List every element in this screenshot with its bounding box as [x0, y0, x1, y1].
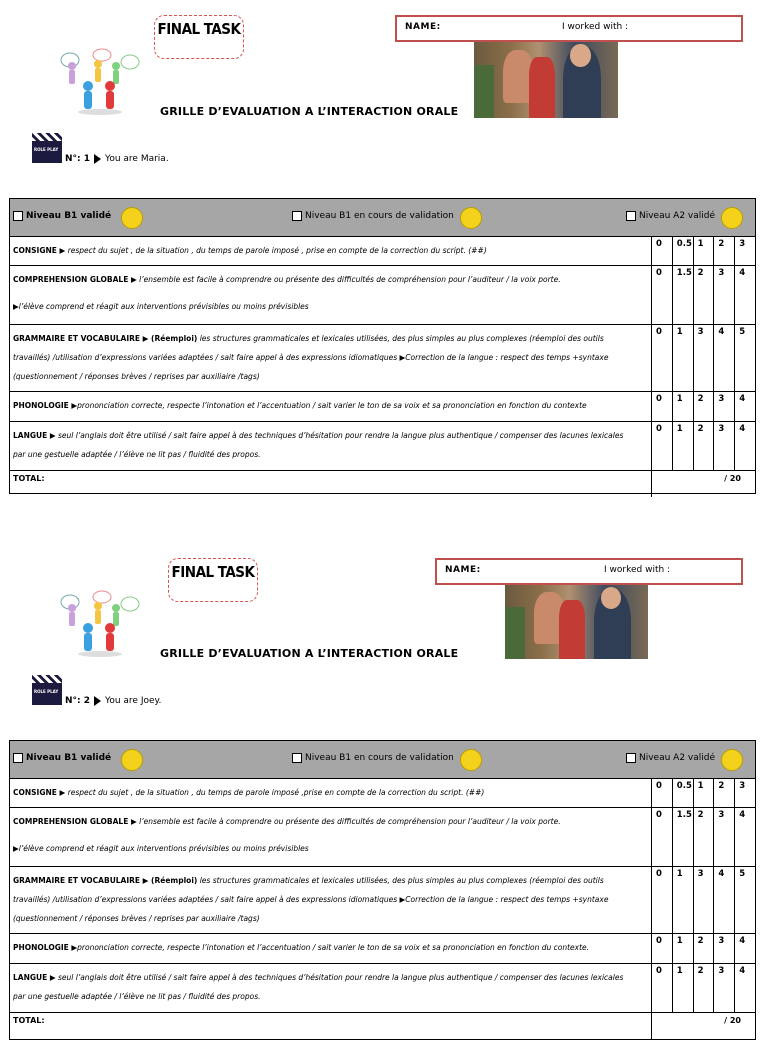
final-task-label: FINAL TASK	[154, 15, 244, 59]
score-cell[interactable]: 4	[734, 808, 755, 866]
table-row	[10, 392, 755, 422]
table-row	[10, 808, 755, 867]
sad-face-icon	[721, 207, 743, 229]
score-cell[interactable]: 0.5	[672, 779, 693, 807]
criterion-label: GRAMMAIRE ET VOCABULAIRE ▶ (Réemploi)	[13, 876, 198, 885]
scene-number: N°: 2	[65, 696, 91, 706]
checkbox[interactable]	[626, 753, 636, 763]
score-cell[interactable]: 0	[651, 422, 672, 470]
criterion-text: seul l’anglais doit être utilisé / sait faire appel à des techniques d’hésitation pour rendre la langue plus authentique / compenser des lacunes lexicales par une gestuelle adaptée / l’élève ne lit pas / fluidité des propos.	[13, 431, 624, 459]
name-label: NAME:	[405, 22, 441, 32]
score-cell[interactable]: 4	[713, 325, 734, 391]
criterion-text: les structures grammaticales et lexicales utilisées, des plus simples au plus complexes (réemploi des outils travaillés) /utilisation d’expressions variées adaptées / sait faire appel à des expressions idiomatiques ▶Correction de la langue : respect des temps +syntaxe (questionnement / réponses brèves / reprises par auxiliaire /tags)	[13, 876, 609, 923]
people-talking-icon	[58, 48, 144, 118]
score-cell[interactable]: 1	[693, 779, 714, 807]
score-cell[interactable]: 2	[693, 422, 714, 470]
criterion-label: COMPREHENSION GLOBALE ▶	[13, 817, 137, 826]
score-cell[interactable]: 1	[672, 867, 693, 933]
clapperboard-icon: ROLE PLAY	[32, 133, 62, 163]
criterion-text: seul l’anglais doit être utilisé / sait faire appel à des techniques d’hésitation pour rendre la langue plus authentique / compenser des lacunes lexicales par une gestuelle adaptée / l’élève ne lit pas / fluidité des propos.	[13, 973, 624, 1001]
criterion-text: respect du sujet , de la situation , du temps de parole imposé , prise en compte de la correction du script. (##)	[67, 246, 487, 255]
evaluation-grid	[9, 740, 756, 1040]
score-cell[interactable]: 1	[672, 934, 693, 963]
score-cell[interactable]: 3	[713, 808, 734, 866]
score-cell[interactable]: 4	[734, 422, 755, 470]
level-a2-valid-label: Niveau A2 validé	[639, 211, 716, 221]
score-cell[interactable]: 0	[651, 325, 672, 391]
score-cell[interactable]: 1	[693, 237, 714, 265]
table-row	[10, 266, 755, 325]
score-cell[interactable]: 1.5	[672, 266, 693, 324]
grid-title: GRILLE D’EVALUATION A L’INTERACTION ORALE	[160, 105, 459, 118]
final-task-label: FINAL TASK	[168, 558, 258, 602]
table-row	[10, 779, 755, 808]
criterion-text: prononciation correcte, respecte l’intonation et l’accentuation / sait varier le ton de sa voix et sa prononciation en fonction du contexte	[77, 401, 587, 410]
checkbox[interactable]	[626, 211, 636, 221]
total-row	[10, 1013, 755, 1039]
criterion-label: LANGUE ▶	[13, 431, 56, 440]
score-cell[interactable]: 1	[672, 392, 693, 421]
score-cell[interactable]: 4	[713, 867, 734, 933]
table-row	[10, 867, 755, 934]
name-field[interactable]	[435, 558, 743, 585]
score-cell[interactable]: 0	[651, 964, 672, 1012]
sad-face-icon	[721, 749, 743, 771]
criterion-label: GRAMMAIRE ET VOCABULAIRE ▶ (Réemploi)	[13, 334, 198, 343]
score-cell[interactable]: 2	[713, 779, 734, 807]
happy-face-icon	[121, 749, 143, 771]
level-b1-progress-label: Niveau B1 en cours de validation	[305, 753, 454, 763]
evaluation-grid	[9, 198, 756, 494]
level-b1-progress[interactable]	[292, 753, 480, 763]
score-cell[interactable]: 5	[734, 867, 755, 933]
criterion-text: les structures grammaticales et lexicales utilisées, des plus simples au plus complexes (réemploi des outils travaillés) /utilisation d’expressions variées adaptées / sait faire appel à des expressions idiomatiques ▶Correction de la langue : respect des temps +syntaxe (questionnement / réponses brèves / reprises par auxiliaire /tags)	[13, 334, 609, 381]
criterion-label: PHONOLOGIE ▶	[13, 943, 78, 952]
score-cell[interactable]: 3	[713, 422, 734, 470]
scene-info	[32, 674, 161, 706]
worked-with-label: I worked with :	[562, 22, 629, 32]
score-cell[interactable]: 2	[713, 237, 734, 265]
table-row	[10, 325, 755, 392]
people-talking-icon	[58, 590, 144, 660]
criterion-label: LANGUE ▶	[13, 973, 56, 982]
name-label: NAME:	[445, 565, 481, 575]
scene-role: You are Joey.	[105, 696, 162, 706]
checkbox[interactable]	[13, 753, 23, 763]
neutral-face-icon	[460, 749, 482, 771]
criterion-label: CONSIGNE ▶	[13, 788, 66, 797]
criterion-text: l’ensemble est facile à comprendre ou présente des difficultés de compréhension pour l’auditeur / la voix porte.	[139, 817, 561, 826]
score-cell[interactable]: 3	[713, 392, 734, 421]
criterion-text: l’ensemble est facile à comprendre ou présente des difficultés de compréhension pour l’auditeur / la voix porte.	[139, 275, 561, 284]
score-cell[interactable]: 4	[734, 964, 755, 1012]
score-cell[interactable]: 2	[693, 392, 714, 421]
score-cell[interactable]: 4	[734, 266, 755, 324]
score-cell[interactable]: 3	[713, 934, 734, 963]
score-cell[interactable]: 3	[693, 867, 714, 933]
score-cell[interactable]: 3	[734, 779, 755, 807]
score-cell[interactable]: 0	[651, 266, 672, 324]
score-cell[interactable]: 3	[693, 325, 714, 391]
checkbox[interactable]	[292, 211, 302, 221]
checkbox[interactable]	[13, 211, 23, 221]
table-row	[10, 964, 755, 1013]
level-a2-valid[interactable]	[626, 753, 741, 763]
level-b1-valid[interactable]	[13, 753, 137, 763]
score-cell[interactable]: 1.5	[672, 808, 693, 866]
score-cell[interactable]: 1	[672, 964, 693, 1012]
worked-with-label: I worked with :	[604, 565, 671, 575]
score-cell[interactable]: 1	[672, 325, 693, 391]
total-label: TOTAL:	[13, 1016, 45, 1025]
level-b1-valid[interactable]	[13, 211, 137, 221]
criterion-text-2: ▶l’élève comprend et réagit aux interventions prévisibles ou moins prévisibles	[13, 302, 309, 311]
criterion-text: respect du sujet , de la situation , du temps de parole imposé ,prise en compte de la correction du script. (##)	[67, 788, 485, 797]
scene-number: N°: 1	[65, 154, 91, 164]
level-b1-progress-label: Niveau B1 en cours de validation	[305, 211, 454, 221]
scene-photo	[505, 585, 648, 659]
level-b1-progress[interactable]	[292, 211, 480, 221]
score-cell[interactable]: 0	[651, 237, 672, 265]
level-a2-valid-label: Niveau A2 validé	[639, 753, 716, 763]
score-cell[interactable]: 5	[734, 325, 755, 391]
level-b1-valid-label: Niveau B1 validé	[26, 211, 112, 221]
score-cell[interactable]: 0	[651, 808, 672, 866]
happy-face-icon	[121, 207, 143, 229]
total-value[interactable]: / 20	[651, 1013, 755, 1039]
score-cell[interactable]: 0	[651, 934, 672, 963]
play-arrow-icon	[94, 154, 101, 164]
score-cell[interactable]: 2	[693, 964, 714, 1012]
score-cell[interactable]: 2	[693, 934, 714, 963]
table-row	[10, 934, 755, 964]
level-b1-valid-label: Niveau B1 validé	[26, 753, 112, 763]
level-a2-valid[interactable]	[626, 211, 741, 221]
table-row	[10, 422, 755, 471]
clapperboard-icon: ROLE PLAY	[32, 675, 62, 705]
total-row	[10, 471, 755, 497]
criterion-text-2: ▶l’élève comprend et réagit aux interventions prévisibles ou moins prévisibles	[13, 844, 309, 853]
score-cell[interactable]: 0	[651, 779, 672, 807]
score-cell[interactable]: 4	[734, 392, 755, 421]
grid-title: GRILLE D’EVALUATION A L’INTERACTION ORALE	[160, 647, 459, 660]
level-header	[10, 741, 755, 779]
score-cell[interactable]: 3	[734, 237, 755, 265]
criterion-label: PHONOLOGIE ▶	[13, 401, 78, 410]
score-cell[interactable]: 2	[693, 266, 714, 324]
score-cell[interactable]: 3	[713, 964, 734, 1012]
score-cell[interactable]: 1	[672, 422, 693, 470]
score-cell[interactable]: 2	[693, 808, 714, 866]
play-arrow-icon	[94, 696, 101, 706]
level-header	[10, 199, 755, 237]
scene-info	[32, 132, 169, 164]
criterion-label: CONSIGNE ▶	[13, 246, 66, 255]
checkbox[interactable]	[292, 753, 302, 763]
score-cell[interactable]: 4	[734, 934, 755, 963]
score-cell[interactable]: 3	[713, 266, 734, 324]
score-cell[interactable]: 0	[651, 867, 672, 933]
score-cell[interactable]: 0	[651, 392, 672, 421]
score-cell[interactable]: 0.5	[672, 237, 693, 265]
total-label: TOTAL:	[13, 474, 45, 483]
name-field[interactable]	[395, 15, 743, 42]
criterion-label: COMPREHENSION GLOBALE ▶	[13, 275, 137, 284]
criterion-text: prononciation correcte, respecte l’intonation et l’accentuation / sait varier le ton de sa voix et sa prononciation en fonction du contexte.	[77, 943, 590, 952]
neutral-face-icon	[460, 207, 482, 229]
scene-photo	[474, 42, 618, 118]
scene-role: You are Maria.	[105, 154, 169, 164]
table-row	[10, 237, 755, 266]
total-value[interactable]: / 20	[651, 471, 755, 497]
